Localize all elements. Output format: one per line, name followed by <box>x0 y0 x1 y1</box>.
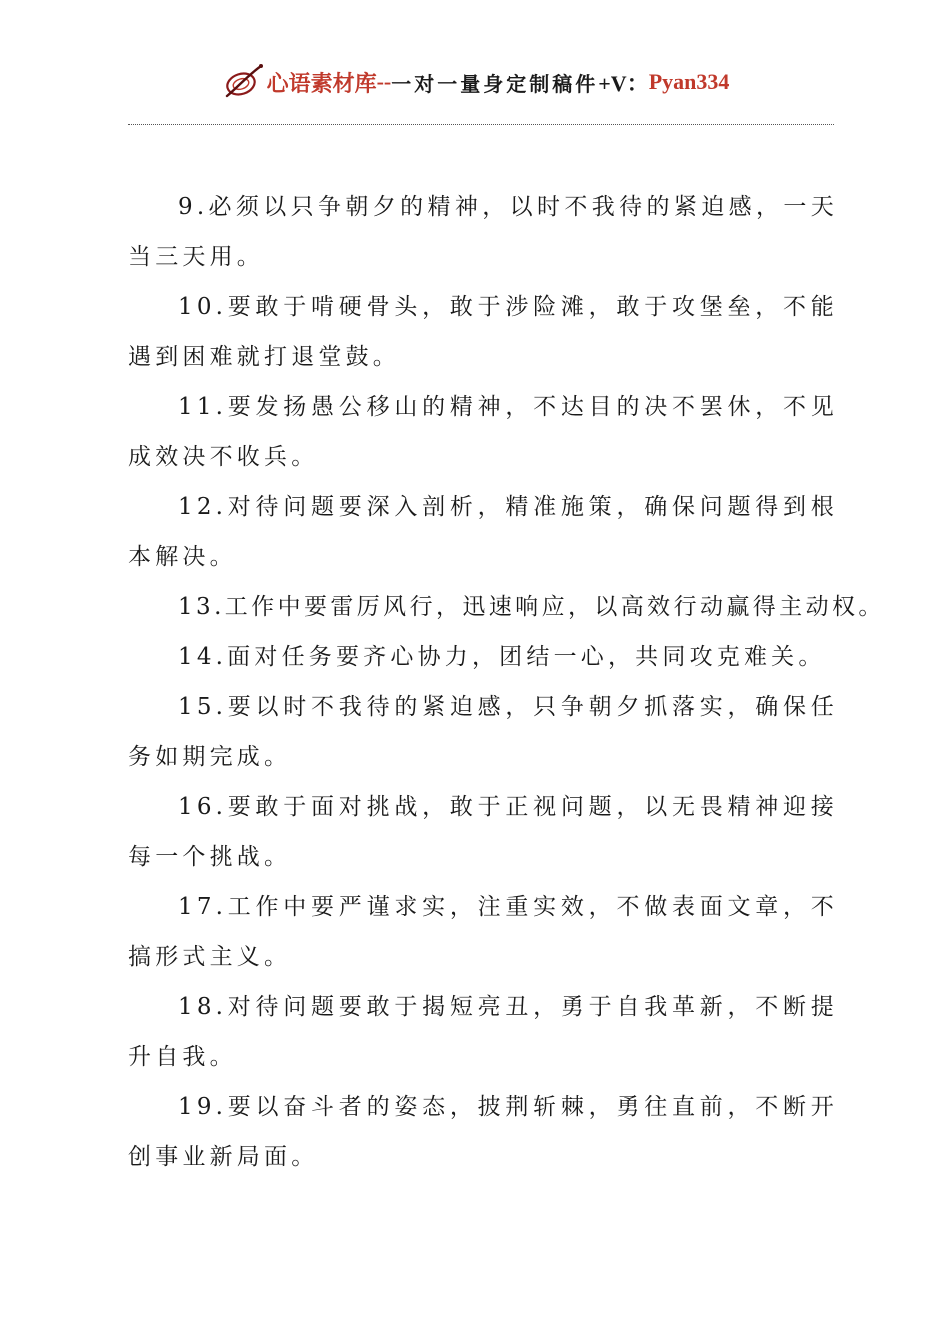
paragraph-19: 19.要以奋斗者的姿态，披荆斩棘，勇往直前，不断开创事业新局面。 <box>128 1094 838 1170</box>
paragraph-10: 10.要敢于啃硬骨头，敢于涉险滩，敢于攻堡垒，不能遇到困难就打退堂鼓。 <box>128 294 838 370</box>
page-header <box>0 60 950 104</box>
brand-logo-icon <box>221 62 265 102</box>
paragraph-11: 11.要发扬愚公移山的精神，不达目的决不罢休，不见成效决不收兵。 <box>128 394 838 470</box>
paragraph-13: 13.工作中要雷厉风行，迅速响应，以高效行动赢得主动权。 <box>178 594 885 620</box>
paragraph-9: 9.必须以只争朝夕的精神，以时不我待的紧迫感，一天当三天用。 <box>128 194 838 270</box>
document-body <box>128 182 885 1182</box>
header-separator: -- <box>376 69 392 94</box>
header-divider <box>128 124 834 125</box>
brand-name: 心语素材库 <box>266 70 377 96</box>
paragraph-15: 15.要以时不我待的紧迫感，只争朝夕抓落实，确保任务如期完成。 <box>128 694 838 770</box>
contact-label: +V： <box>598 70 649 96</box>
header-slogan: 一对一量身定制稿件 <box>391 71 599 96</box>
paragraph-17: 17.工作中要严谨求实，注重实效，不做表面文章，不搞形式主义。 <box>128 894 838 970</box>
paragraph-16: 16.要敢于面对挑战，敢于正视问题，以无畏精神迎接每一个挑战。 <box>128 794 838 870</box>
paragraph-14: 14.面对任务要齐心协力，团结一心，共同攻克难关。 <box>178 644 826 670</box>
contact-id: Pyan334 <box>648 69 730 94</box>
paragraph-12: 12.对待问题要深入剖析，精准施策，确保问题得到根本解决。 <box>128 494 838 570</box>
paragraph-18: 18.对待问题要敢于揭短亮丑，勇于自我革新，不断提升自我。 <box>128 994 838 1070</box>
